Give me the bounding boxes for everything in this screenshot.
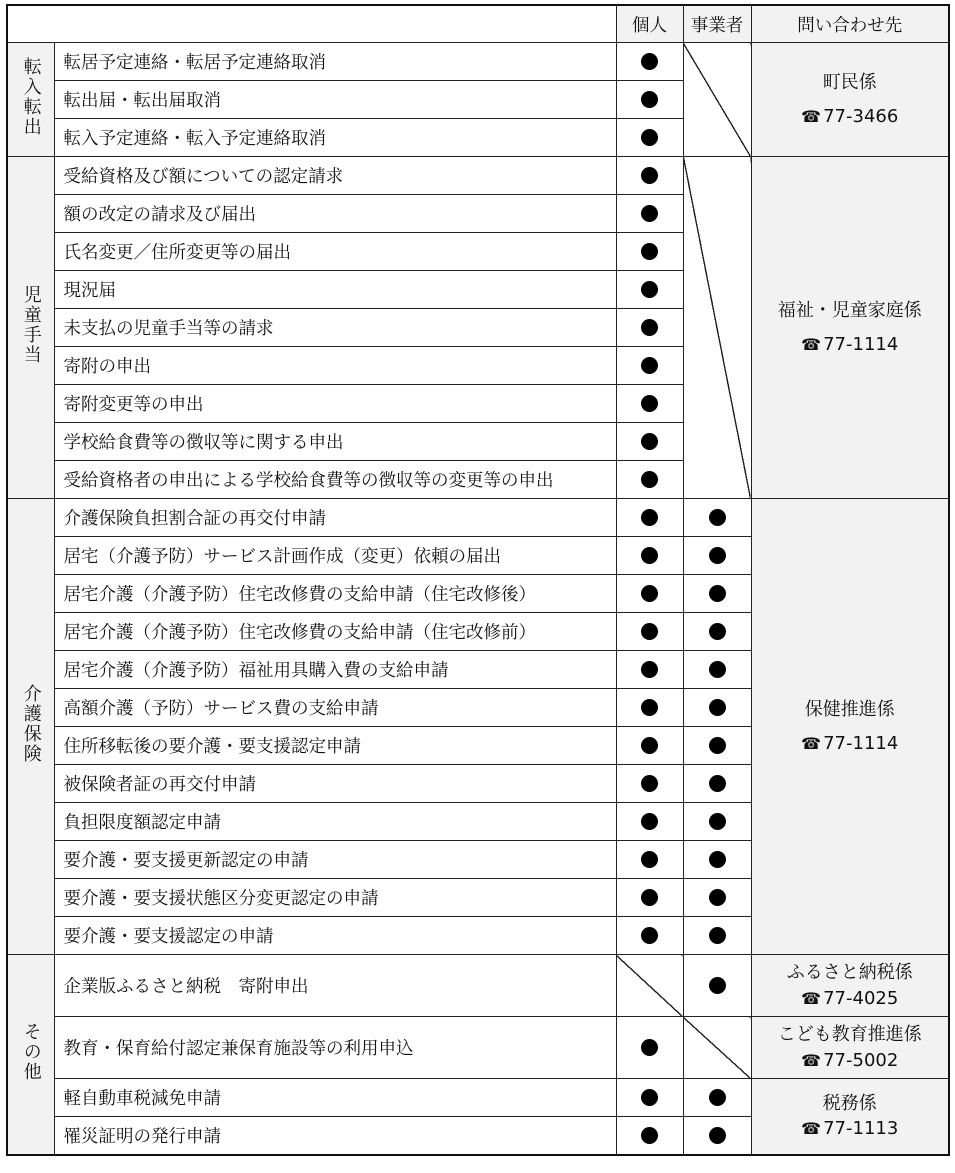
filled-circle-icon (641, 395, 658, 412)
procedure-label: 高額介護（予防）サービス費の支給申請 (54, 689, 616, 727)
procedure-label: 罹災証明の発行申請 (54, 1117, 616, 1155)
phone-icon: ☎ (801, 988, 822, 1008)
individual-mark (616, 689, 683, 727)
category-label: 介護保険 (20, 684, 42, 764)
contact-cell (751, 1079, 949, 1155)
contact-name: 税務係 (822, 1092, 877, 1114)
individual-mark (616, 537, 683, 575)
procedure-label: 住所移転後の要介護・要支援認定申請 (54, 727, 616, 765)
header-business: 事業者 (683, 5, 751, 43)
filled-circle-icon (641, 205, 658, 222)
individual-mark (616, 803, 683, 841)
phone-icon: ☎ (801, 334, 822, 354)
filled-circle-icon (641, 1089, 658, 1106)
business-mark (683, 613, 751, 651)
business-mark (683, 1117, 751, 1155)
procedure-label: 要介護・要支援認定の申請 (54, 917, 616, 955)
business-mark (683, 651, 751, 689)
table-row (7, 955, 949, 1017)
header-blank (7, 5, 616, 43)
individual-mark (616, 841, 683, 879)
procedure-label: 学校給食費等の徴収等に関する申出 (54, 423, 616, 461)
header-contact: 問い合わせ先 (751, 5, 949, 43)
procedure-label: 教育・保育給付認定兼保育施設等の利用申込 (54, 1017, 616, 1079)
phone-icon: ☎ (801, 106, 822, 126)
contact-name: 福祉・児童家庭係 (777, 300, 922, 322)
procedure-label: 居宅（介護予防）サービス計画作成（変更）依頼の届出 (54, 537, 616, 575)
individual-mark (616, 765, 683, 803)
individual-mark (616, 651, 683, 689)
contact-phone (752, 732, 949, 755)
procedure-label: 氏名変更／住所変更等の届出 (54, 233, 616, 271)
procedure-label: 居宅介護（介護予防）福祉用具購入費の支給申請 (54, 651, 616, 689)
filled-circle-icon (641, 737, 658, 754)
procedures-table (6, 4, 950, 1156)
filled-circle-icon (641, 319, 658, 336)
contact-name: こども教育推進係 (777, 1024, 922, 1046)
individual-mark (616, 233, 683, 271)
contact-phone (752, 987, 949, 1010)
filled-circle-icon (641, 699, 658, 716)
individual-mark (616, 119, 683, 157)
business-mark (683, 499, 751, 537)
filled-circle-icon (709, 889, 726, 906)
header-individual: 個人 (616, 5, 683, 43)
business-mark (683, 537, 751, 575)
contact-name: 町民係 (822, 72, 877, 94)
category-cell (7, 955, 54, 1155)
procedure-label: 転入予定連絡・転入予定連絡取消 (54, 119, 616, 157)
individual-mark (616, 575, 683, 613)
contact-phone (752, 1117, 949, 1140)
table-row (7, 1017, 949, 1079)
table-body (7, 43, 949, 1155)
category-cell (7, 43, 54, 157)
contact-phone-number: 77-1114 (823, 333, 899, 355)
category-label: 児童手当 (20, 285, 42, 365)
filled-circle-icon (641, 585, 658, 602)
filled-circle-icon (709, 547, 726, 564)
procedure-label: 居宅介護（介護予防）住宅改修費の支給申請（住宅改修後） (54, 575, 616, 613)
category-label: その他 (20, 1021, 42, 1082)
procedure-label: 介護保険負担割合証の再交付申請 (54, 499, 616, 537)
filled-circle-icon (709, 623, 726, 640)
procedure-label: 要介護・要支援更新認定の申請 (54, 841, 616, 879)
filled-circle-icon (641, 1039, 658, 1056)
procedure-label: 額の改定の請求及び届出 (54, 195, 616, 233)
filled-circle-icon (641, 775, 658, 792)
individual-mark (616, 385, 683, 423)
individual-mark (616, 917, 683, 955)
individual-mark (616, 461, 683, 499)
category-label: 転入転出 (20, 57, 42, 137)
filled-circle-icon (641, 281, 658, 298)
filled-circle-icon (641, 1127, 658, 1144)
filled-circle-icon (641, 471, 658, 488)
business-mark-not-applicable (683, 1017, 751, 1079)
contact-phone (752, 333, 949, 356)
filled-circle-icon (641, 547, 658, 564)
procedure-label: 転出届・転出届取消 (54, 81, 616, 119)
contact-phone (752, 1049, 949, 1072)
table-row (7, 499, 949, 537)
table-row (7, 1079, 949, 1117)
business-not-applicable (683, 157, 751, 499)
filled-circle-icon (641, 167, 658, 184)
contact-name: ふるさと納税係 (786, 962, 913, 984)
filled-circle-icon (709, 851, 726, 868)
individual-mark (616, 347, 683, 385)
procedure-label: 転居予定連絡・転居予定連絡取消 (54, 43, 616, 81)
procedure-label: 寄附の申出 (54, 347, 616, 385)
contact-cell (751, 157, 949, 499)
table-row (7, 43, 949, 81)
contact-name: 保健推進係 (804, 699, 895, 721)
filled-circle-icon (709, 661, 726, 678)
phone-icon: ☎ (801, 733, 822, 753)
filled-circle-icon (641, 813, 658, 830)
header-row (7, 5, 949, 43)
filled-circle-icon (709, 737, 726, 754)
individual-mark (616, 195, 683, 233)
filled-circle-icon (709, 509, 726, 526)
filled-circle-icon (641, 91, 658, 108)
filled-circle-icon (641, 889, 658, 906)
category-cell (7, 157, 54, 499)
filled-circle-icon (641, 661, 658, 678)
procedure-label: 要介護・要支援状態区分変更認定の申請 (54, 879, 616, 917)
business-not-applicable (683, 43, 751, 157)
individual-mark (616, 157, 683, 195)
business-mark (683, 765, 751, 803)
procedure-label: 負担限度額認定申請 (54, 803, 616, 841)
business-mark (683, 955, 751, 1017)
filled-circle-icon (709, 1127, 726, 1144)
business-mark (683, 575, 751, 613)
individual-mark (616, 81, 683, 119)
filled-circle-icon (641, 927, 658, 944)
business-mark (683, 917, 751, 955)
filled-circle-icon (709, 699, 726, 716)
individual-mark (616, 423, 683, 461)
procedure-label: 企業版ふるさと納税 寄附申出 (54, 955, 616, 1017)
business-mark (683, 803, 751, 841)
filled-circle-icon (641, 509, 658, 526)
category-cell (7, 499, 54, 955)
procedure-label: 現況届 (54, 271, 616, 309)
contact-phone-number: 77-4025 (823, 987, 899, 1009)
contact-cell (751, 499, 949, 955)
contact-phone-number: 77-3466 (823, 105, 899, 127)
individual-mark (616, 727, 683, 765)
contact-cell (751, 955, 949, 1017)
individual-mark (616, 879, 683, 917)
filled-circle-icon (641, 53, 658, 70)
procedure-label: 未支払の児童手当等の請求 (54, 309, 616, 347)
business-mark (683, 879, 751, 917)
contact-cell (751, 43, 949, 157)
business-mark (683, 727, 751, 765)
individual-mark-not-applicable (616, 955, 683, 1017)
filled-circle-icon (641, 433, 658, 450)
individual-mark (616, 1079, 683, 1117)
filled-circle-icon (709, 927, 726, 944)
contact-phone-number: 77-1114 (823, 732, 899, 754)
individual-mark (616, 1117, 683, 1155)
individual-mark (616, 1017, 683, 1079)
filled-circle-icon (641, 129, 658, 146)
procedure-label: 軽自動車税減免申請 (54, 1079, 616, 1117)
procedure-label: 受給資格者の申出による学校給食費等の徴収等の変更等の申出 (54, 461, 616, 499)
phone-icon: ☎ (801, 1050, 822, 1070)
filled-circle-icon (709, 1089, 726, 1106)
filled-circle-icon (709, 977, 726, 994)
phone-icon: ☎ (801, 1119, 822, 1139)
filled-circle-icon (641, 357, 658, 374)
filled-circle-icon (709, 585, 726, 602)
contact-phone-number: 77-5002 (823, 1049, 899, 1071)
contact-phone-number: 77-1113 (823, 1118, 899, 1140)
table-row (7, 157, 949, 195)
individual-mark (616, 309, 683, 347)
procedure-label: 寄附変更等の申出 (54, 385, 616, 423)
filled-circle-icon (709, 813, 726, 830)
contact-cell (751, 1017, 949, 1079)
filled-circle-icon (641, 623, 658, 640)
procedure-label: 居宅介護（介護予防）住宅改修費の支給申請（住宅改修前） (54, 613, 616, 651)
contact-phone (752, 105, 949, 128)
business-mark (683, 689, 751, 727)
business-mark (683, 1079, 751, 1117)
filled-circle-icon (641, 851, 658, 868)
individual-mark (616, 613, 683, 651)
business-mark (683, 841, 751, 879)
procedure-label: 受給資格及び額についての認定請求 (54, 157, 616, 195)
individual-mark (616, 43, 683, 81)
procedure-label: 被保険者証の再交付申請 (54, 765, 616, 803)
filled-circle-icon (641, 243, 658, 260)
individual-mark (616, 499, 683, 537)
filled-circle-icon (709, 775, 726, 792)
individual-mark (616, 271, 683, 309)
